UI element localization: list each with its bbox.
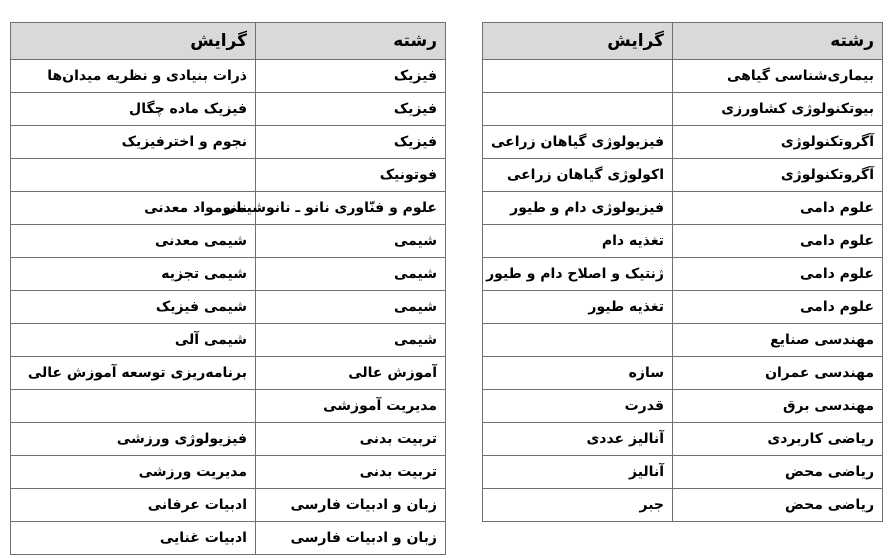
specialization-cell: فیزیولوژی دام و طیور (483, 192, 673, 225)
specialization-cell: جبر (483, 489, 673, 522)
header-field: رشته (256, 23, 446, 60)
table-row (483, 60, 883, 93)
field-cell: ریاضی کاربردی (673, 423, 883, 456)
table-row (483, 489, 883, 522)
table-row (11, 159, 446, 192)
field-cell: فوتونیک (256, 159, 446, 192)
field-cell: ریاضی محض (673, 489, 883, 522)
specialization-cell: ذرات بنیادی و نظریه میدان‌ها (11, 60, 256, 93)
header-specialization: گرایش (11, 23, 256, 60)
table-row (11, 489, 446, 522)
field-cell: علوم دامی (673, 291, 883, 324)
specialization-cell (11, 159, 256, 192)
specialization-cell: ژنتیک و اصلاح دام و طیور (483, 258, 673, 291)
specialization-cell: ادبیات عرفانی (11, 489, 256, 522)
field-cell: علوم و فنّاوری نانو ـ نانوشیمی (256, 192, 446, 225)
table-row (483, 192, 883, 225)
specialization-cell: شیمی آلی (11, 324, 256, 357)
field-cell: مهندسی صنایع (673, 324, 883, 357)
field-cell: آگروتکنولوژی (673, 159, 883, 192)
specialization-cell (483, 324, 673, 357)
specialization-cell: آنالیز (483, 456, 673, 489)
field-cell: بیوتکنولوژی کشاورزی (673, 93, 883, 126)
table-row (11, 258, 446, 291)
specialization-cell: فیزیک ماده چگال (11, 93, 256, 126)
field-cell: آموزش عالی (256, 357, 446, 390)
header-field: رشته (673, 23, 883, 60)
specialization-cell: نانومواد معدنی (11, 192, 256, 225)
table-row (483, 357, 883, 390)
table-row (483, 93, 883, 126)
table-row (483, 423, 883, 456)
specialization-cell: قدرت (483, 390, 673, 423)
specialization-cell: سازه (483, 357, 673, 390)
specialization-cell (483, 93, 673, 126)
specialization-cell: تغذیه طیور (483, 291, 673, 324)
specialization-cell (483, 60, 673, 93)
table-row (483, 126, 883, 159)
table-row (11, 225, 446, 258)
header-row (483, 23, 883, 60)
specialization-cell (11, 390, 256, 423)
field-cell: شیمی (256, 225, 446, 258)
header-row (11, 23, 446, 60)
field-cell: زبان و ادبیات فارسی (256, 489, 446, 522)
field-cell: علوم دامی (673, 225, 883, 258)
field-cell: علوم دامی (673, 258, 883, 291)
field-cell: شیمی (256, 324, 446, 357)
table-row (483, 291, 883, 324)
specialization-cell: فیزیولوژی گیاهان زراعی (483, 126, 673, 159)
table-row (11, 522, 446, 555)
table-row (11, 324, 446, 357)
specialization-cell: ادبیات غنایی (11, 522, 256, 555)
table-row (11, 60, 446, 93)
field-cell: آگروتکنولوژی (673, 126, 883, 159)
table-row (11, 93, 446, 126)
table-row (483, 258, 883, 291)
field-cell: تربیت بدنی (256, 456, 446, 489)
table-row (11, 357, 446, 390)
table-row (11, 456, 446, 489)
field-cell: تربیت بدنی (256, 423, 446, 456)
field-cell: شیمی (256, 258, 446, 291)
specialization-cell: اکولوژی گیاهان زراعی (483, 159, 673, 192)
field-cell: بیماری‌شناسی گیاهی (673, 60, 883, 93)
field-cell: فیزیک (256, 93, 446, 126)
specialization-cell: شیمی فیزیک (11, 291, 256, 324)
field-cell: فیزیک (256, 126, 446, 159)
field-cell: علوم دامی (673, 192, 883, 225)
specialization-cell: شیمی معدنی (11, 225, 256, 258)
field-cell: زبان و ادبیات فارسی (256, 522, 446, 555)
field-cell: شیمی (256, 291, 446, 324)
table-row (483, 324, 883, 357)
table-row (11, 192, 446, 225)
specialization-cell: مدیریت ورزشی (11, 456, 256, 489)
table-row (11, 423, 446, 456)
specialization-cell: نجوم و اخترفیزیک (11, 126, 256, 159)
field-cell: ریاضی محض (673, 456, 883, 489)
table-row (11, 390, 446, 423)
specialization-cell: فیزیولوژی ورزشی (11, 423, 256, 456)
table-row (483, 456, 883, 489)
specialization-cell: تغذیه دام (483, 225, 673, 258)
specialization-cell: آنالیز عددی (483, 423, 673, 456)
left-table (10, 22, 446, 555)
table-row (483, 390, 883, 423)
field-cell: مهندسی برق (673, 390, 883, 423)
table-row (11, 291, 446, 324)
field-cell: فیزیک (256, 60, 446, 93)
right-table (482, 22, 883, 522)
specialization-cell: شیمی تجزیه (11, 258, 256, 291)
table-row (483, 225, 883, 258)
specialization-cell: برنامه‌ریزی توسعه آموزش عالی (11, 357, 256, 390)
field-cell: مدیریت آموزشی (256, 390, 446, 423)
header-specialization: گرایش (483, 23, 673, 60)
table-row (11, 126, 446, 159)
table-row (483, 159, 883, 192)
field-cell: مهندسی عمران (673, 357, 883, 390)
